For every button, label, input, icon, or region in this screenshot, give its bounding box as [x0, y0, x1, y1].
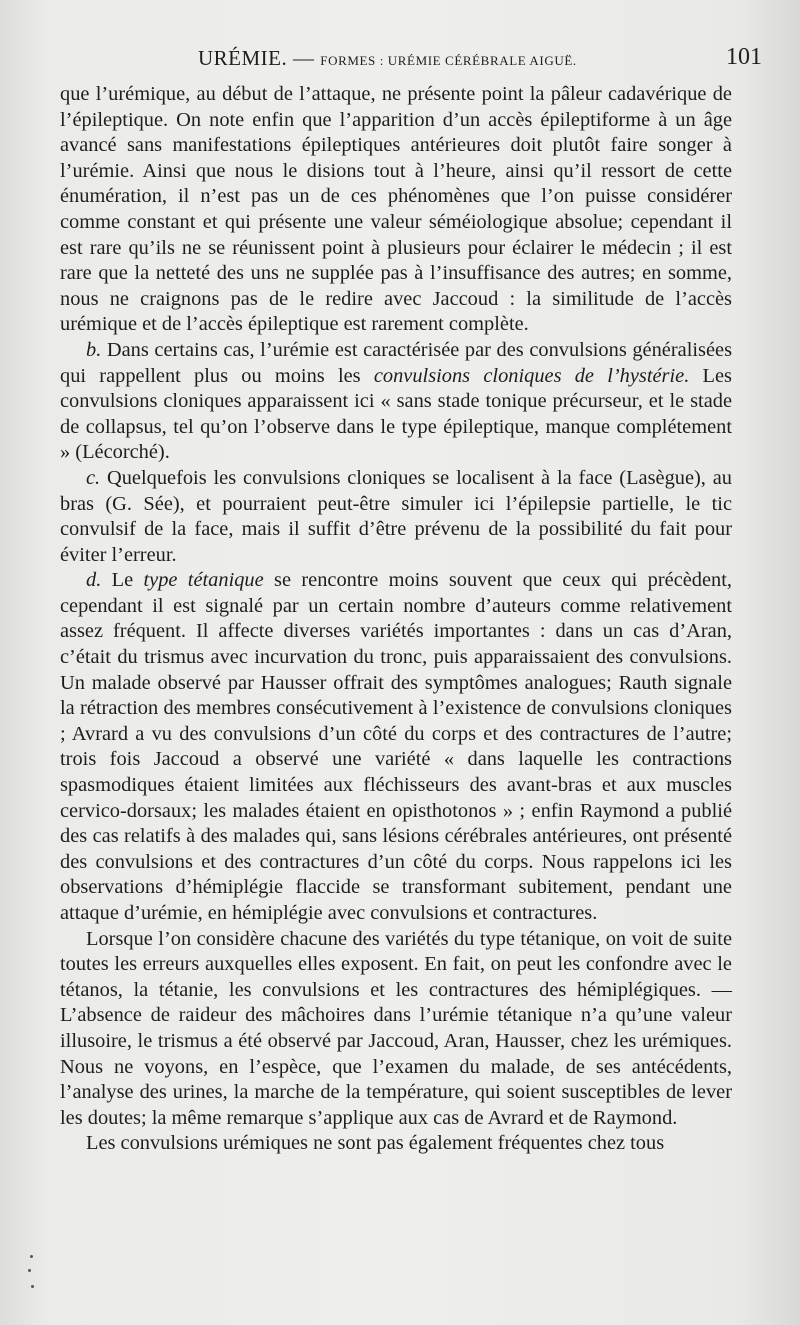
paragraph	[60, 1131, 732, 1157]
italic-text-run: c.	[86, 466, 101, 489]
paragraph	[60, 466, 732, 568]
paragraph	[60, 568, 732, 926]
paragraph	[60, 82, 732, 338]
italic-text-run: d.	[86, 569, 102, 592]
paragraph	[60, 338, 732, 466]
text-run: se rencontre moins souvent que ceux qui précèdent, cependant il est signalé par un certain nombre d’auteurs comme relativement assez fréquent. Il affecte diverses variétés importantes : dans un cas d’Aran, c’était du trismus avec incurvation du tronc, puis apparaissaient des convulsions. Un malade observé par Hausser offrait des symptômes analogues; Rauth signale la rétraction des membres consécutivement à l’existence de convulsions cloniques ; Avrard a vu des convulsions d’un côté du corps et des contractures de l’autre; trois fois Jaccoud a observé une variété « dans laquelle les contractions spasmodiques étaient limitées aux fléchisseurs des avant-bras et aux muscles cervico-dorsaux; les malades étaient en opisthotonos » ; enfin Raymond a publié des cas relatifs à des malades qui, sans lésions cérébrales antérieures, ont présenté des convulsions et des contractures d’un côté du corps. Nous rappelons ici les observations d’hémiplégie flaccide se transformant subitement, pendant une attaque d’urémie, en hémiplégie avec convulsions et contractures.	[60, 569, 733, 924]
running-header	[0, 44, 800, 78]
running-title	[198, 46, 577, 71]
running-title-subtitle: FORMES : URÉMIE CÉRÉBRALE AIGUË.	[320, 53, 577, 68]
italic-text-run: b.	[86, 338, 102, 361]
text-run: Dans certains cas, l’urémie est caractérisée par des convulsions généralisées qui rappellent plus ou moins les	[60, 338, 732, 387]
text-run: Les convulsions cloniques apparaissent ici « sans stade tonique précurseur, et le stade de collapsus, tel qu’on l’observe dans le type épileptique, manque complétement » (Lécorché).	[60, 364, 732, 464]
running-title-main: URÉMIE. —	[198, 46, 315, 70]
text-run: que l’urémique, au début de l’attaque, ne présente point la pâleur cadavérique de l’épileptique. On note enfin que l’apparition d’un accès épileptiforme à un âge avancé sans manifestations épileptiques antérieures doit plutôt faire songer à l’urémie. Ainsi que nous le disions tout à l’heure, ainsi qu’il ressort de cette énumération, il n’est pas un de ces phénomènes que l’on puisse considérer comme constant et qui présente une valeur séméiologique absolue; cependant il est rare qu’ils ne se réunissent point à plusieurs pour éclairer le médecin ; il est rare que la netteté des uns ne supplée pas à l’insuffisance des autres; en somme, nous ne craignons pas de le redire avec Jaccoud : la similitude de l’accès urémique et de l’accès épileptique est rarement complète.	[60, 83, 732, 336]
text-run: Lorsque l’on considère chacune des variétés du type tétanique, on voit de suite toutes les erreurs auxquelles elles exposent. En fait, on peut les confondre avec le tétanos, la tétanie, les convulsions et les contractures des hémiplégiques. — L’absence de raideur des mâchoires dans l’urémie tétanique n’a qu’une valeur illusoire, le trismus a été observé par Jaccoud, Aran, Hausser, chez les urémiques. Nous ne voyons, en l’espèce, que l’examen du malade, de ses antécédents, l’analyse des urines, la marche de la température, qui soient susceptibles de lever les doutes; la même remarque s’applique aux cas de Avrard et de Raymond.	[60, 927, 732, 1129]
text-run: Quelquefois les convulsions cloniques se localisent à la face (Lasègue), au bras (G. Sée), et pourraient peut-être simuler ici l’épilepsie partielle, le tic convulsif de la face, mais il suffit d’être prévenu de la possibilité du fait pour éviter l’erreur.	[60, 466, 732, 566]
paragraph	[60, 927, 732, 1132]
italic-text-run: type tétanique	[143, 569, 264, 592]
italic-text-run: convulsions cloniques de l’hystérie.	[373, 364, 690, 387]
page-number: 101	[726, 44, 762, 70]
text-run: Les convulsions urémiques ne sont pas également fréquentes chez tous	[86, 1132, 665, 1155]
body-text	[60, 82, 732, 1157]
margin-specks	[24, 1255, 38, 1295]
text-run: Le	[101, 569, 144, 592]
